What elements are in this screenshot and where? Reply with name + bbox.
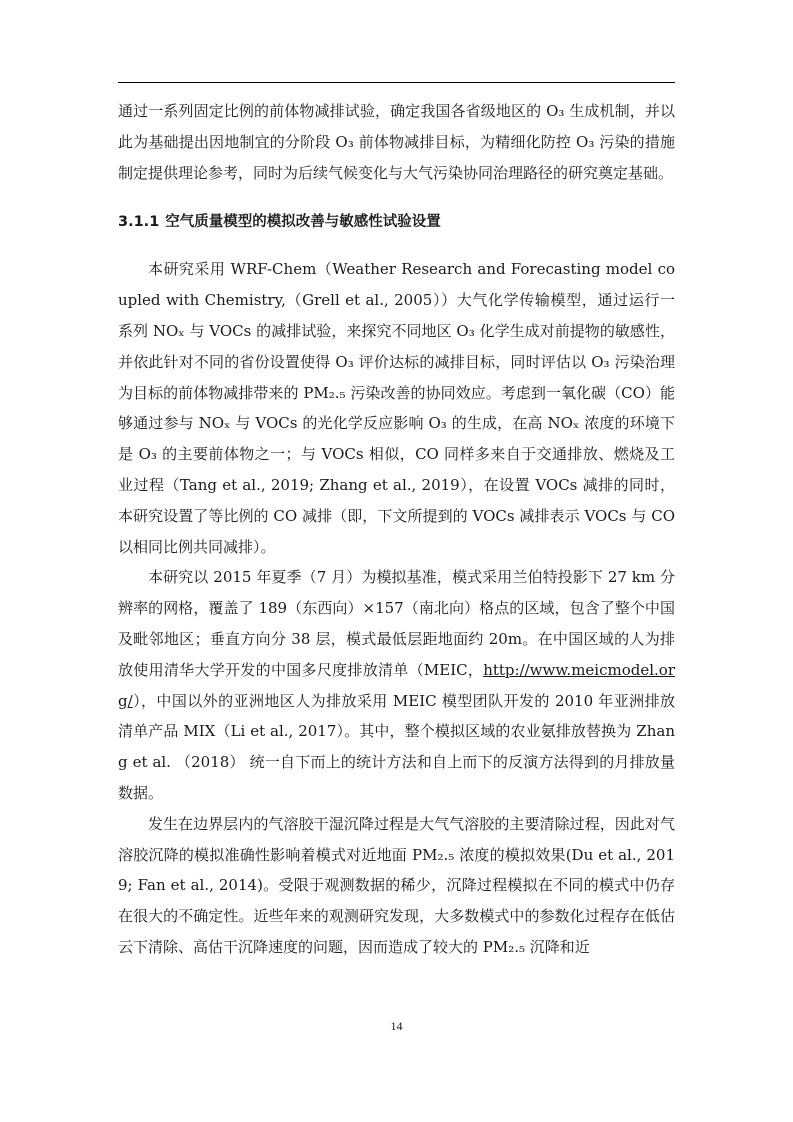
section-title: 空气质量模型的模拟改善与敏感性试验设置	[165, 214, 441, 231]
section-number: 3.1.1	[118, 214, 160, 231]
section-heading	[118, 207, 675, 237]
page-number: 14	[390, 1019, 403, 1033]
paragraph-deposition: 发生在边界层内的气溶胶干湿沉降过程是大气气溶胶的主要清除过程，因此对气溶胶沉降的模拟准确性影响着模式对近地面 PM₂.₅ 浓度的模拟效果(Du et al., 2019; Fan et al., 2014)。受限于观测数据的稀少，沉降过程模拟在不同的模式中仍存在很大的不确定性。近些年来的观测研究发现，大多数模式中的参数化过程存在低估云下清除、高估干沉降速度的问题，因而造成了较大的 PM₂.₅ 沉降和近	[118, 814, 675, 956]
intro-paragraph: 通过一系列固定比例的前体物减排试验，确定我国各省级地区的 O₃ 生成机制，并以此为基础提出因地制宜的分阶段 O₃ 前体物减排目标，为精细化防控 O₃ 污染的措施制定提供理论参考，同时为后续气候变化与大气污染协同治理路径的研究奠定基础。	[118, 102, 675, 182]
header-rule	[118, 82, 675, 83]
meic-link[interactable]: http://www.meicmodel.org/	[118, 660, 675, 710]
paragraph-text-before-link: 本研究以 2015 年夏季（7 月）为模拟基准，模式采用兰伯特投影下 27 km 分辨率的网格，覆盖了 189（东西向）×157（南北向）格点的区域，包含了整个中国及毗邻地区；垂直方向分 38 层，模式最低层距地面约 20m。在中国区域的人为排放使用清华大学开发的中国多尺度排放清单（MEIC，	[118, 568, 675, 679]
paragraph-model-setup: 本研究采用 WRF-Chem（Weather Research and Forecasting model coupled with Chemistry,（Grell et al., 2005））大气化学传输模型，通过运行一系列 NOₓ 与 VOCs 的减排试验，来探究不同地区 O₃ 化学生成对前提物的敏感性，并依此针对不同的省份设置使得 O₃ 评价达标的减排目标，同时评估以 O₃ 污染治理为目标的前体物减排带来的 PM₂.₅ 污染改善的协同效应。考虑到一氧化碳（CO）能够通过参与 NOₓ 与 VOCs 的光化学反应影响 O₃ 的生成，在高 NOₓ 浓度的环境下是 O₃ 的主要前体物之一；与 VOCs 相似，CO 同样多来自于交通排放、燃烧及工业过程（Tang et al., 2019; Zhang et al., 2019），在设置 VOCs 减排的同时，本研究设置了等比例的 CO 减排（即，下文所提到的 VOCs 减排表示 VOCs 与 CO 以相同比例共同减排）。	[118, 260, 675, 556]
paragraph-simulation-domain	[118, 562, 675, 808]
page-body	[118, 96, 675, 963]
paragraph-text-after-link: ），中国以外的亚洲地区人为排放采用 MEIC 模型团队开发的 2010 年亚洲排放清单产品 MIX（Li et al., 2017）。其中，整个模拟区域的农业氨排放替换为 Zhang et al. （2018） 统一自下而上的统计方法和自上而下的反演方法得到的月排放量数据。	[118, 691, 675, 802]
